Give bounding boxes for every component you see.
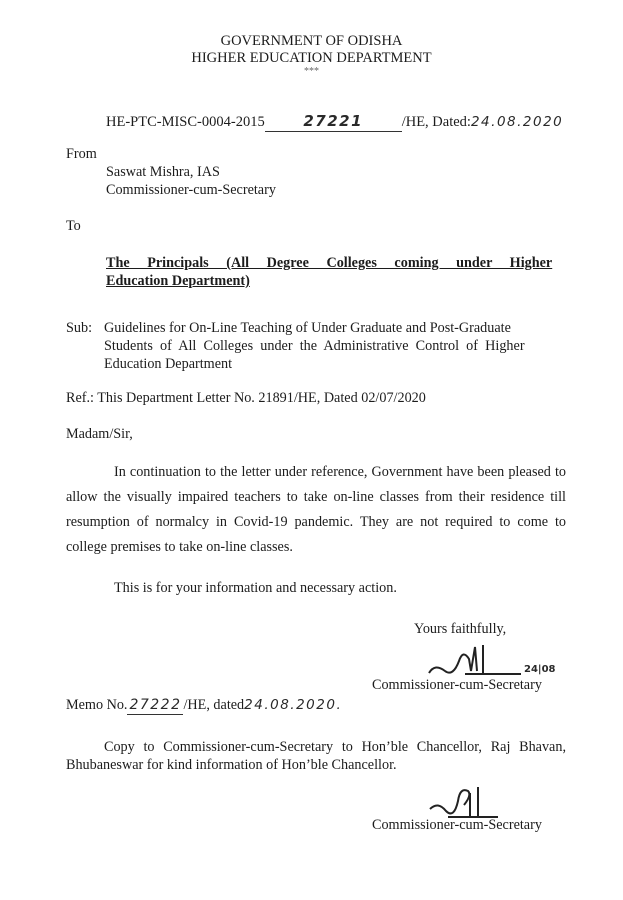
subject-label: Sub: (66, 320, 93, 336)
file-number: HE-PTC-MISC-0004-2015 (106, 114, 265, 130)
memo-number: 27222 (129, 697, 182, 713)
memo-prefix: Memo No. (66, 697, 128, 713)
from-label: From (66, 146, 97, 162)
recipient-line-1: The Principals (All Degree Colleges coming under Higher (106, 255, 553, 271)
salutation: Madam/Sir, (66, 426, 133, 442)
signature-date: 24|08 (524, 664, 556, 675)
subject-line-1: Guidelines for On-Line Teaching of Under Graduate and Post-Graduate (104, 320, 511, 336)
recipient-line-2: Education Department) (106, 273, 250, 289)
letterhead (0, 33, 623, 77)
to-label: To (66, 218, 81, 234)
signatory-designation: Commissioner-cum-Secretary (372, 677, 542, 693)
letter-number: 27221 (303, 112, 364, 130)
sender-name: Saswat Mishra, IAS (106, 164, 220, 180)
memo-date: 24.08.2020. (244, 697, 343, 713)
reference-letter: Ref.: This Department Letter No. 21891/HE, Dated 02/07/2020 (66, 390, 426, 406)
copy-to-paragraph: Copy to Commissioner-cum-Secretary to Hon’ble Chancellor, Raj Bhavan, Bhubaneswar for kind information of Hon’ble Chancellor. (66, 739, 566, 773)
subject-line-3: Education Department (104, 356, 233, 372)
copy-signatory-designation: Commissioner-cum-Secretary (372, 817, 542, 833)
letter-date: 24.08.2020 (470, 114, 564, 130)
sender-designation: Commissioner-cum-Secretary (106, 182, 276, 198)
header-stars: *** (304, 66, 319, 77)
reference-line (106, 112, 563, 132)
signature-icon (425, 641, 525, 681)
subject-line-2: Students of All Colleges under the Administrative Control of Higher (104, 338, 525, 354)
yours-faithfully: Yours faithfully, (414, 621, 507, 637)
reference-suffix: /HE, Dated: (401, 114, 471, 130)
body-closing-line: This is for your information and necessary action. (114, 580, 397, 596)
memo-number-field (127, 697, 183, 715)
body-paragraph: In continuation to the letter under reference, Government have been pleased to allow the visually impaired teachers to take on-line classes from their residence till resumption of normalcy in Covid-19 pandemic. They are not required to come to college premises to take on-line classes. (66, 464, 566, 555)
memo-line (66, 697, 342, 715)
government-title: GOVERNMENT OF ODISHA (220, 33, 403, 49)
memo-suffix: /HE, dated (183, 697, 245, 713)
letter-number-field (265, 112, 402, 132)
department-title: HIGHER EDUCATION DEPARTMENT (191, 50, 432, 66)
